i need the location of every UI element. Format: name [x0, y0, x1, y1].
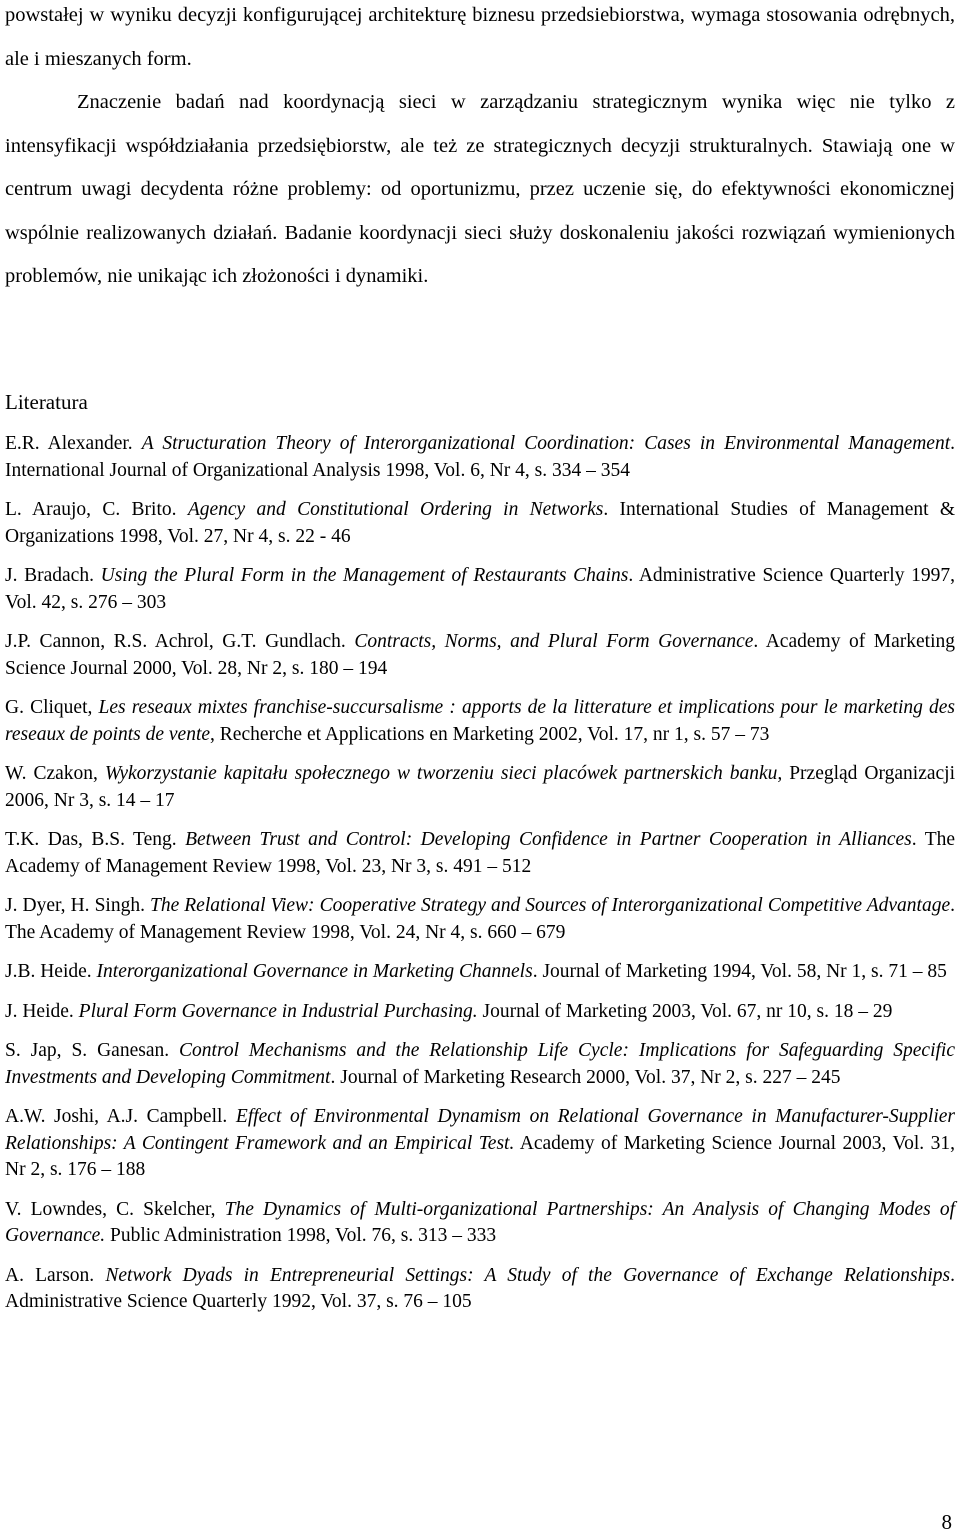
reference-authors: W. Czakon,: [5, 763, 105, 784]
reference-item: [5, 761, 955, 814]
reference-authors: A. Larson.: [5, 1264, 106, 1286]
reference-authors: J. Bradach.: [5, 565, 101, 586]
reference-item: [5, 959, 955, 986]
reference-authors: G. Cliquet,: [5, 697, 99, 718]
references-heading: Literatura: [5, 390, 88, 414]
reference-item: [5, 1038, 955, 1091]
reference-item: [5, 893, 955, 946]
reference-item: [5, 695, 955, 748]
reference-source: Przegląd Organizacji 2006, Nr 3, s. 14 – 17: [5, 763, 956, 811]
reference-title: Contracts, Norms, and Plural Form Governance: [354, 631, 754, 652]
reference-authors: J. Dyer, H. Singh.: [5, 895, 150, 916]
reference-source: , Recherche et Applications en Marketing 2002, Vol. 17, nr 1, s. 57 – 73: [210, 723, 770, 745]
paragraph: Znaczenie badań nad koordynacją sieci w zarządzaniu strategicznym wynika więc nie tylko z intensyfikacji współdziałania przedsiębiorstw, ale też ze strategicznych decyzji strukturalnych. Stawiają one w centrum uwagi decydenta różne problemy: od oportunizmu, przez uczenie się, do efektywności ekonomicznej wspólnie realizowanych działań. Badanie koordynacji sieci służy doskonaleniu jakości rozwiązań wymienionych problemów, nie unikając ich złożoności i dynamiki.: [5, 91, 955, 287]
reference-source: . Journal of Marketing Research 2000, Vol. 37, Nr 2, s. 227 – 245: [330, 1066, 841, 1088]
reference-title: Agency and Constitutional Ordering in Networks: [187, 499, 604, 520]
paragraph: powstałej w wyniku decyzji konfigurującej architekturę biznesu przedsiebiorstwa, wymaga stosowania odrębnych, ale i mieszanych form.: [5, 4, 955, 70]
reference-source: Public Administration 1998, Vol. 76, s. 313 – 333: [105, 1225, 497, 1246]
reference-source: . Administrative Science Quarterly 1997, Vol. 42, s. 276 – 303: [5, 565, 955, 613]
reference-item: [5, 1197, 955, 1250]
reference-item: [5, 497, 955, 550]
reference-source: Academy of Marketing Science Journal 2003, Vol. 31, Nr 2, s. 176 – 188: [5, 1132, 955, 1180]
reference-title: Network Dyads in Entrepreneurial Settings: A Study of the Governance of Exchange Relationships: [105, 1264, 951, 1286]
reference-title: Using the Plural Form in the Management of Restaurants Chains: [100, 565, 629, 586]
reference-source: . International Studies of Management & Organizations 1998, Vol. 27, Nr 4, s. 22 - 46: [5, 499, 955, 547]
reference-item: [5, 629, 955, 682]
reference-title: Between Trust and Control: Developing Confidence in Partner Cooperation in Alliances: [185, 829, 912, 850]
reference-authors: A.W. Joshi, A.J. Campbell.: [5, 1106, 236, 1127]
reference-source: . Academy of Marketing Science Journal 2000, Vol. 28, Nr 2, s. 180 – 194: [5, 631, 955, 679]
reference-title: A Structuration Theory of Interorganizational Coordination: Cases in Environmental Management: [141, 433, 951, 454]
reference-list: [5, 431, 955, 1329]
reference-title: Wykorzystanie kapitału społecznego w tworzeniu sieci placówek partnerskich banku,: [104, 763, 783, 784]
reference-authors: T.K. Das, B.S. Teng.: [5, 829, 186, 850]
reference-title: Effect of Environmental Dynamism on Relational Governance in Manufacturer-Supplier Relationships: A Contingent Framework and an Empirical Test.: [5, 1106, 955, 1154]
page-number: 8: [941, 1510, 952, 1534]
reference-title: The Dynamics of Multi-organizational Partnerships: An Analysis of Changing Modes of Governance.: [5, 1198, 955, 1246]
reference-source: Journal of Marketing 2003, Vol. 67, nr 10, s. 18 – 29: [477, 1000, 893, 1022]
reference-source: . Administrative Science Quarterly 1992, Vol. 37, s. 76 – 105: [5, 1264, 956, 1312]
reference-authors: J.B. Heide.: [5, 961, 97, 982]
reference-source: . The Academy of Management Review 1998, Vol. 23, Nr 3, s. 491 – 512: [5, 829, 956, 877]
reference-item: [5, 563, 955, 616]
reference-title: Control Mechanisms and the Relationship Life Cycle: Implications for Safeguarding Specific Investments and Developing Commitment: [5, 1040, 955, 1088]
reference-item: [5, 999, 955, 1026]
reference-authors: V. Lowndes, C. Skelcher,: [5, 1198, 225, 1220]
reference-source: . The Academy of Management Review 1998, Vol. 24, Nr 4, s. 660 – 679: [5, 895, 955, 943]
reference-source: . International Journal of Organizational Analysis 1998, Vol. 6, Nr 4, s. 334 – 354: [5, 433, 955, 481]
body-text: [5, 0, 955, 299]
reference-title: Interorganizational Governance in Marketing Channels: [96, 961, 533, 982]
reference-source: . Journal of Marketing 1994, Vol. 58, Nr 1, s. 71 – 85: [532, 961, 947, 982]
reference-item: [5, 431, 955, 484]
reference-authors: J.P. Cannon, R.S. Achrol, G.T. Gundlach.: [5, 631, 355, 652]
reference-item: [5, 1263, 955, 1316]
reference-authors: E.R. Alexander.: [5, 433, 142, 454]
reference-authors: L. Araujo, C. Brito.: [5, 499, 188, 520]
reference-item: [5, 1104, 955, 1184]
reference-authors: S. Jap, S. Ganesan.: [5, 1040, 180, 1061]
reference-authors: J. Heide.: [5, 1000, 79, 1022]
reference-title: Plural Form Governance in Industrial Purchasing.: [78, 1000, 478, 1022]
reference-title: Les reseaux mixtes franchise-succursalisme : apports de la litterature et implications pour le marketing des reseaux de points de vente: [5, 697, 955, 745]
reference-title: The Relational View: Cooperative Strategy and Sources of Interorganizational Competitive Advantage: [149, 895, 951, 916]
reference-item: [5, 827, 955, 880]
